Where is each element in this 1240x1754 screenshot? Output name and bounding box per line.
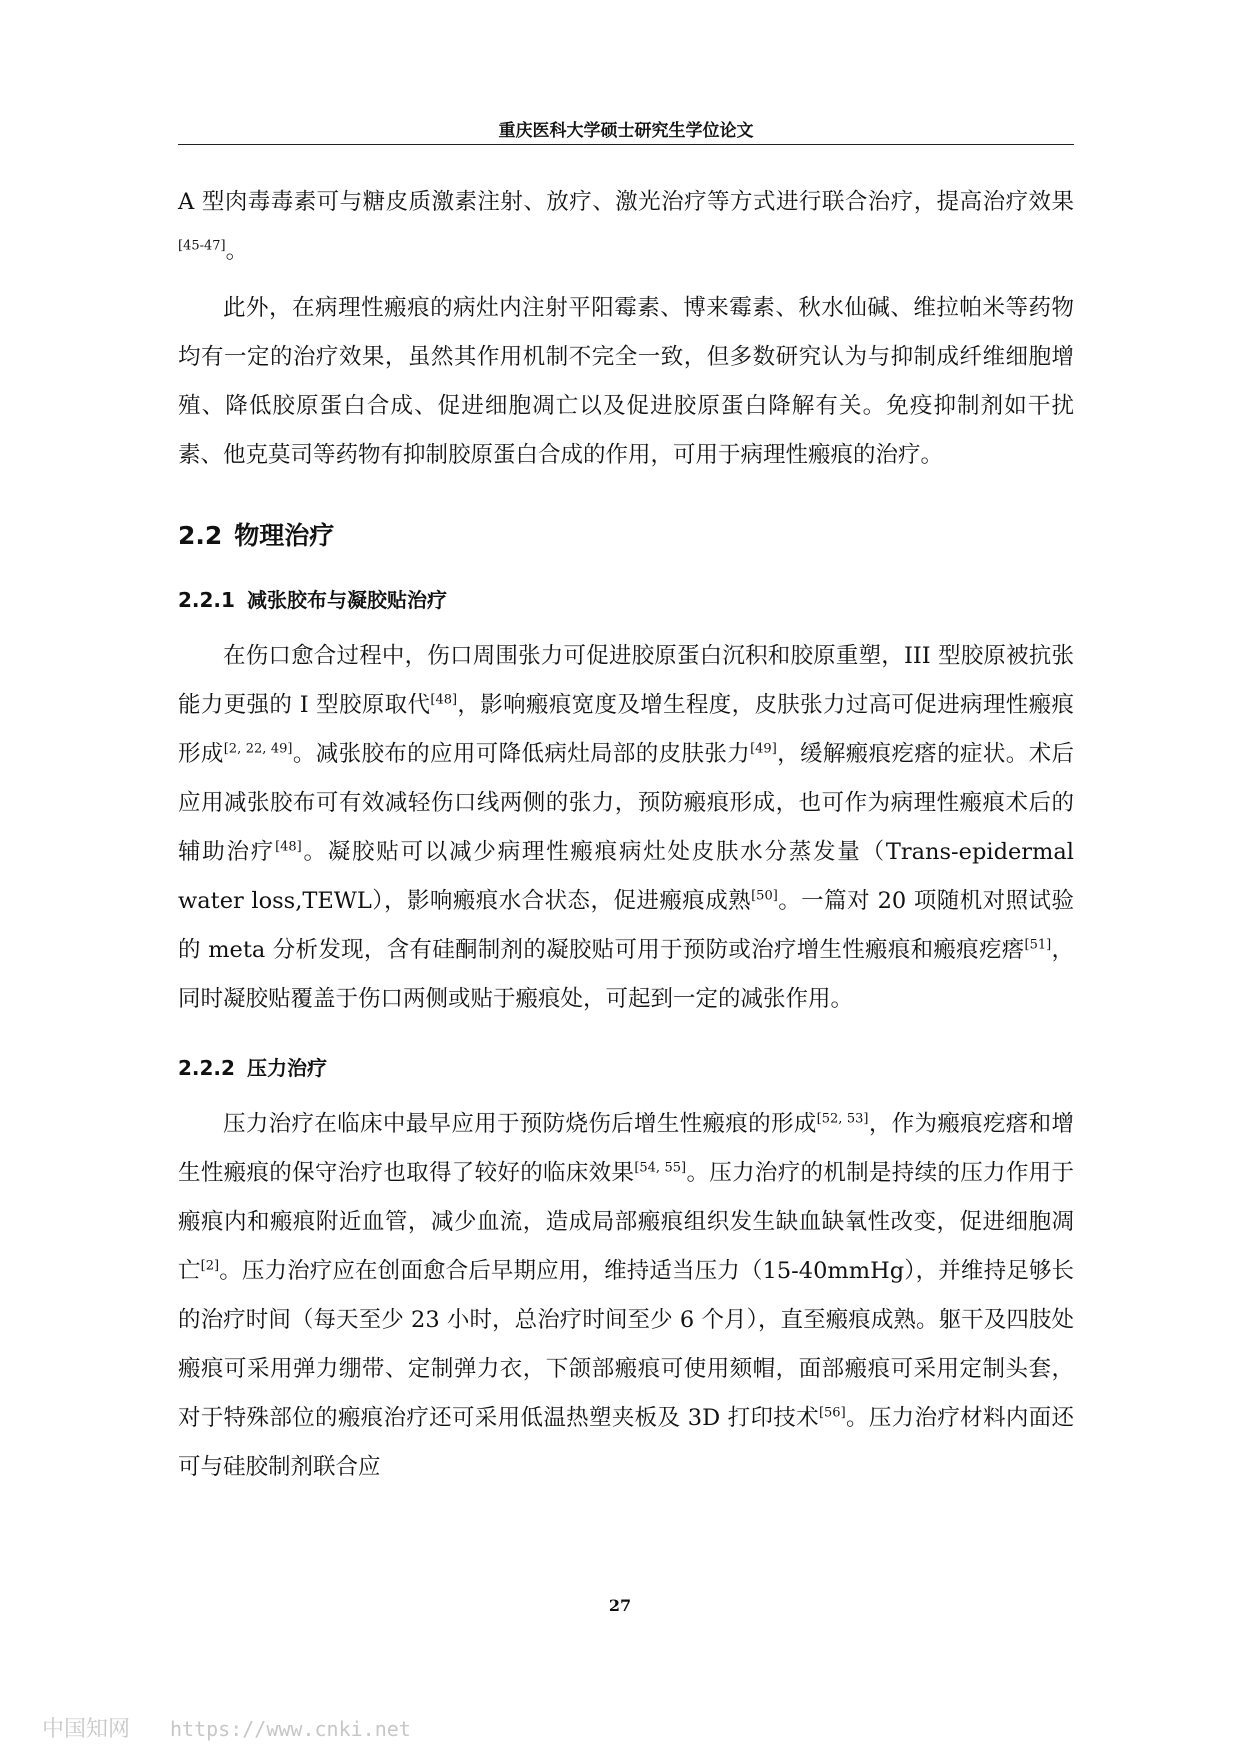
citation: [50] — [751, 888, 778, 904]
citation: [2] — [200, 1258, 220, 1274]
citation: [54, 55] — [634, 1160, 687, 1176]
intro-paragraph-1: A 型肉毒毒素可与糖皮质激素注射、放疗、激光治疗等方式进行联合治疗，提高治疗效果[45-47]。 — [178, 189, 1074, 264]
subsection-number: 2.2.2 — [178, 1056, 235, 1080]
running-header: 重庆医科大学硕士研究生学位论文 — [498, 121, 754, 141]
citation: [2, 22, 49] — [223, 741, 293, 757]
page-number: 27 — [608, 1596, 632, 1615]
citation: [51] — [1024, 937, 1052, 953]
citation: [56] — [818, 1405, 846, 1421]
header-rule — [178, 144, 1074, 145]
intro-paragraph-2: 此外，在病理性瘢痕的病灶内注射平阳霉素、博来霉素、秋水仙碱、维拉帕米等药物均有一定的治疗效果，虽然其作用机制不完全一致，但多数研究认为与抑制成纤维细胞增殖、降低胶原蛋白合成、促进细胞凋亡以及促进胶原蛋白降解有关。免疫抑制剂如干扰素、他克莫司等药物有抑制胶原蛋白合成的作用，可用于病理性瘢痕的治疗。 — [178, 295, 1074, 468]
subsection-title: 压力治疗 — [246, 1056, 327, 1080]
section-number: 2.2 — [178, 521, 223, 550]
paragraph-tension-tape: 在伤口愈合过程中，伤口周围张力可促进胶原蛋白沉积和胶原重塑，III 型胶原被抗张能力更强的 I 型胶原取代[48]，影响瘢痕宽度及增生程度，皮肤张力过高可促进病理性瘢痕形成[2, 22, 49]。减张胶布的应用可降低病灶局部的皮肤张力[49]，缓解瘢痕疙瘩的症状。术后应用减张胶布可有效减轻伤口线两侧的张力，预防瘢痕形成，也可作为病理性瘢痕术后的辅助治疗[48]。凝胶贴可以减少病理性瘢痕病灶处皮肤水分蒸发量（Trans-epidermal water loss,TEWL），影响瘢痕水合状态，促进瘢痕成熟[50]。一篇对 20 项随机对照试验的 meta 分析发现，含有硅酮制剂的凝胶贴可用于预防或治疗增生性瘢痕和瘢痕疙瘩[51]，同时凝胶贴覆盖于伤口两侧或贴于瘢痕处，可起到一定的减张作用。 — [178, 643, 1074, 1012]
paragraph-pressure-therapy: 压力治疗在临床中最早应用于预防烧伤后增生性瘢痕的形成[52, 53]，作为瘢痕疙瘩和增生性瘢痕的保守治疗也取得了较好的临床效果[54, 55]。压力治疗的机制是持续的压力作用于瘢痕内和瘢痕附近血管，减少血流，造成局部瘢痕组织发生缺血缺氧性改变，促进细胞凋亡[2]。压力治疗应在创面愈合后早期应用，维持适当压力（15-40mmHg），并维持足够长的治疗时间（每天至少 23 小时，总治疗时间至少 6 个月），直至瘢痕成熟。躯干及四肢处瘢痕可采用弹力绷带、定制弹力衣，下颌部瘢痕可使用颏帽，面部瘢痕可采用定制头套，对于特殊部位的瘢痕治疗还可采用低温热塑夹板及 3D 打印技术[56]。压力治疗材料内面还可与硅胶制剂联合应 — [178, 1111, 1074, 1480]
subsection-heading-pressure — [178, 1050, 1074, 1086]
watermark — [42, 1712, 411, 1743]
citation: [45-47] — [178, 238, 226, 254]
citation: [48] — [275, 839, 302, 855]
page-body — [178, 178, 1074, 1492]
section-title: 物理治疗 — [234, 521, 335, 550]
watermark-url: https://www.cnki.net — [170, 1717, 411, 1741]
subsection-title: 减张胶布与凝胶贴治疗 — [246, 588, 447, 612]
watermark-brand: 中国知网 — [42, 1717, 131, 1742]
subsection-heading-tape-gel — [178, 582, 1074, 618]
subsection-number: 2.2.1 — [178, 588, 235, 612]
section-heading — [178, 516, 1074, 556]
citation: [48] — [430, 692, 458, 708]
citation: [52, 53] — [816, 1111, 869, 1127]
citation: [49] — [750, 741, 777, 757]
